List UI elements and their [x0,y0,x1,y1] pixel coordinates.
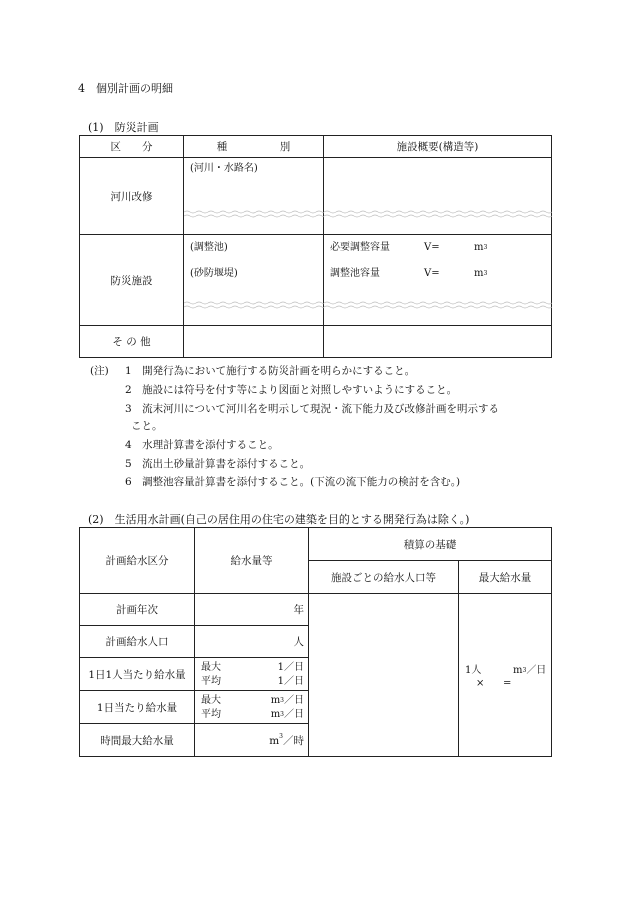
unit-m3: $m^3$ [474,242,488,253]
calc-per-person: 1人 [465,665,482,676]
per-day-unit: $m^3/$日 [270,709,304,720]
note-item: 6 調整池容量計算書を添付すること。(下流の流下能力の検討を含む。) [125,476,461,488]
river-improvement-label: 河川改修 [80,158,184,235]
river-type-cell [184,158,324,235]
other-type-cell [184,326,324,358]
note-item: 3 流末河川について河川名を明示して現況・流下能力及び改修計画を明示する [125,403,499,415]
disaster-type-cell [184,235,324,326]
other-label: そ の 他 [80,326,184,358]
row-label-hourly: 時間最大給水量 [80,724,195,757]
wave-separator [324,210,552,218]
per-person-unit: 1／日 [277,676,304,687]
row-label-population: 計画給水人口 [80,626,195,658]
wave-separator [184,210,324,218]
water-plan-table [79,527,552,757]
disaster-overview-cell [324,235,552,326]
disaster-plan-table [79,135,552,358]
row-label-per-person: 1日1人当たり給水量 [80,658,195,691]
note-item: 4 水理計算書を添付すること。 [125,439,279,451]
max-label: 最大 [201,695,221,706]
row-label-year: 計画年次 [80,594,195,626]
per-day-values [195,691,309,724]
v-equals: V= [424,242,440,253]
wave-separator [324,301,552,309]
pond-capacity-label: 調整池容量 [330,268,380,279]
wave-separator [184,301,324,309]
required-capacity-label: 必要調整容量 [330,242,390,253]
calc-times: × [476,678,485,689]
header-max-supply: 最大給水量 [459,561,552,594]
header-shubetsu: 種 別 [184,136,324,158]
other-overview-cell [324,326,552,358]
avg-label: 平均 [201,676,221,687]
header-per-facility: 施設ごとの給水人口等 [309,561,459,594]
header-category: 計画給水区分 [80,528,195,594]
note-item: 1 開発行為において施行する防災計画を明らかにすること。 [125,365,416,377]
note-item: 2 施設には符号を付す等により図面と対照しやすいようにすること。 [125,384,458,396]
max-label: 最大 [201,662,221,673]
calc-equals: = [503,678,512,689]
per-facility-cell [309,594,459,757]
note-item-continuation: こと。 [131,420,163,432]
per-person-unit: 1／日 [277,662,304,673]
note-item: 5 流出土砂量計算書を添付すること。 [125,458,311,470]
per-person-values [195,658,309,691]
water-plan-title: (2) 生活用水計画(自己の居住用の住宅の建築を目的とする開発行為は除く。) [88,513,470,526]
header-basis: 積算の基礎 [309,528,552,561]
max-supply-cell [459,594,552,757]
disaster-plan-title: (1) 防災計画 [88,121,159,134]
year-unit: 年 [195,594,309,626]
per-day-unit: $m^3/$日 [270,695,304,706]
header-kubun: 区 分 [80,136,184,158]
unit-m3: $m^3$ [474,268,488,279]
sabo-dam-label: (砂防堰堤) [190,268,238,279]
header-amount: 給水量等 [195,528,309,594]
avg-label: 平均 [201,709,221,720]
river-overview-cell [324,158,552,235]
disaster-facility-label: 防災施設 [80,235,184,326]
notes-prefix: (注) [90,365,109,377]
section-heading: 4 個別計画の明細 [78,82,173,95]
v-equals: V= [424,268,440,279]
river-name-label: (河川・水路名) [190,163,258,174]
calc-unit: $m^3/$日 [513,665,547,676]
retention-pond-label: (調整池) [190,242,228,253]
hourly-unit: $m^3/$時 [195,724,309,757]
header-gaiyo: 施設概要(構造等) [324,136,552,158]
population-unit: 人 [195,626,309,658]
row-label-per-day: 1日当たり給水量 [80,691,195,724]
